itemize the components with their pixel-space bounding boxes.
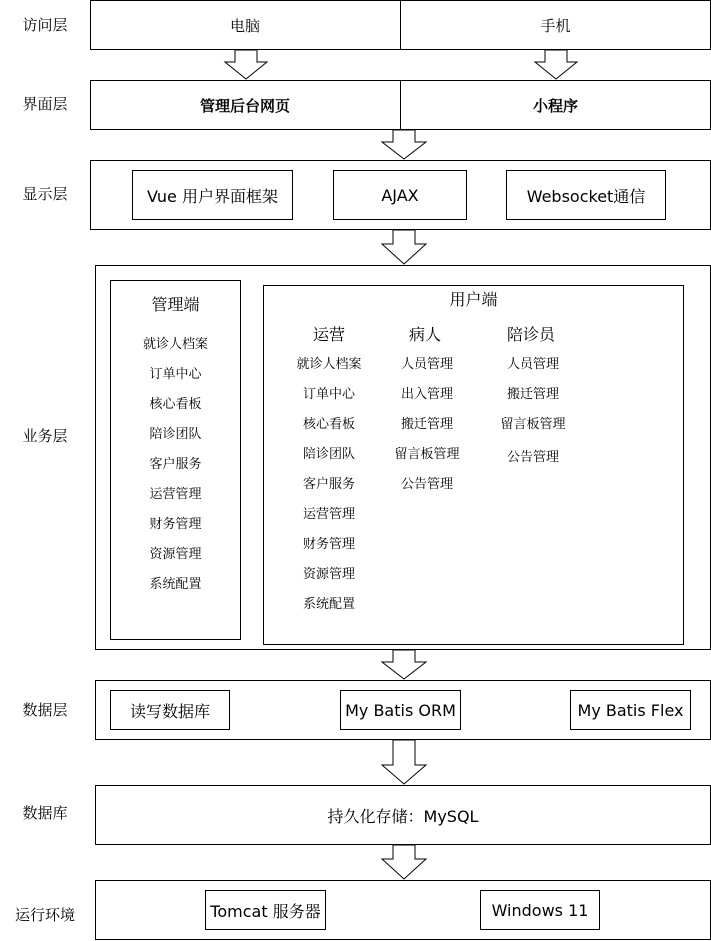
runtime-windows: Windows 11	[480, 890, 600, 930]
escort-item: 人员管理	[506, 357, 559, 372]
layer-label-database: 数据库	[22, 804, 68, 822]
admin-item: 订单中心	[149, 367, 202, 382]
data-mybatis-orm: My Batis ORM	[340, 690, 461, 730]
operations-item: 财务管理	[302, 537, 355, 552]
operations-item: 陪诊团队	[302, 447, 355, 462]
display-ajax: AJAX	[333, 170, 467, 220]
operations-item: 资源管理	[302, 567, 355, 582]
layer-label-data: 数据层	[22, 701, 68, 719]
operations-item: 客户服务	[302, 477, 355, 492]
arrow-ui-to-display	[381, 130, 427, 160]
admin-item: 陪诊团队	[149, 427, 202, 442]
operations-item: 系统配置	[302, 597, 355, 612]
runtime-tomcat: Tomcat 服务器	[205, 890, 326, 930]
admin-item: 客户服务	[149, 457, 202, 472]
patient-item: 留言板管理	[394, 447, 460, 462]
ui-admin-web: 管理后台网页	[199, 96, 290, 115]
admin-item: 就诊人档案	[142, 337, 208, 352]
layer-label-business: 业务层	[22, 427, 68, 445]
layer-label-ui: 界面层	[22, 95, 68, 113]
patient-item: 搬迁管理	[400, 417, 453, 432]
patient-item: 人员管理	[400, 357, 453, 372]
admin-panel-title: 管理端	[151, 295, 200, 314]
arrow-access-to-ui-right	[534, 50, 578, 80]
escort-item: 留言板管理	[500, 417, 566, 432]
access-pc: 电脑	[229, 16, 260, 35]
arrow-data-to-database	[381, 740, 427, 785]
operations-item: 核心看板	[302, 417, 355, 432]
display-websocket: Websocket通信	[506, 170, 666, 220]
escort-item: 搬迁管理	[506, 387, 559, 402]
admin-item: 财务管理	[149, 517, 202, 532]
operations-item: 运营管理	[302, 507, 355, 522]
escort-item: 公告管理	[506, 450, 559, 465]
runtime-layer-box	[95, 880, 711, 940]
ui-mini-program: 小程序	[532, 96, 578, 115]
layer-label-display: 显示层	[22, 185, 68, 203]
data-rw-database: 读写数据库	[110, 690, 230, 730]
admin-item: 核心看板	[149, 397, 202, 412]
arrow-access-to-ui-left	[224, 50, 268, 80]
operations-column-title: 运营	[312, 325, 345, 344]
admin-item: 系统配置	[149, 577, 202, 592]
arrow-database-to-runtime	[381, 845, 427, 880]
admin-item: 运营管理	[149, 487, 202, 502]
admin-item: 资源管理	[149, 547, 202, 562]
data-mybatis-flex: My Batis Flex	[570, 690, 691, 730]
patient-item: 公告管理	[400, 477, 453, 492]
database-storage: 持久化存储：MySQL	[95, 785, 711, 845]
operations-item: 就诊人档案	[296, 357, 362, 372]
patient-item: 出入管理	[400, 387, 453, 402]
layer-label-access: 访问层	[22, 16, 68, 34]
layer-label-runtime: 运行环境	[14, 906, 75, 924]
arrow-display-to-business	[381, 230, 427, 265]
user-panel-title: 用户端	[449, 290, 498, 309]
patient-column-title: 病人	[408, 325, 441, 344]
display-vue: Vue 用户界面框架	[132, 170, 293, 220]
escort-column-title: 陪诊员	[506, 325, 555, 344]
arrow-business-to-data	[381, 650, 427, 680]
operations-item: 订单中心	[302, 387, 355, 402]
access-phone: 手机	[540, 16, 571, 35]
